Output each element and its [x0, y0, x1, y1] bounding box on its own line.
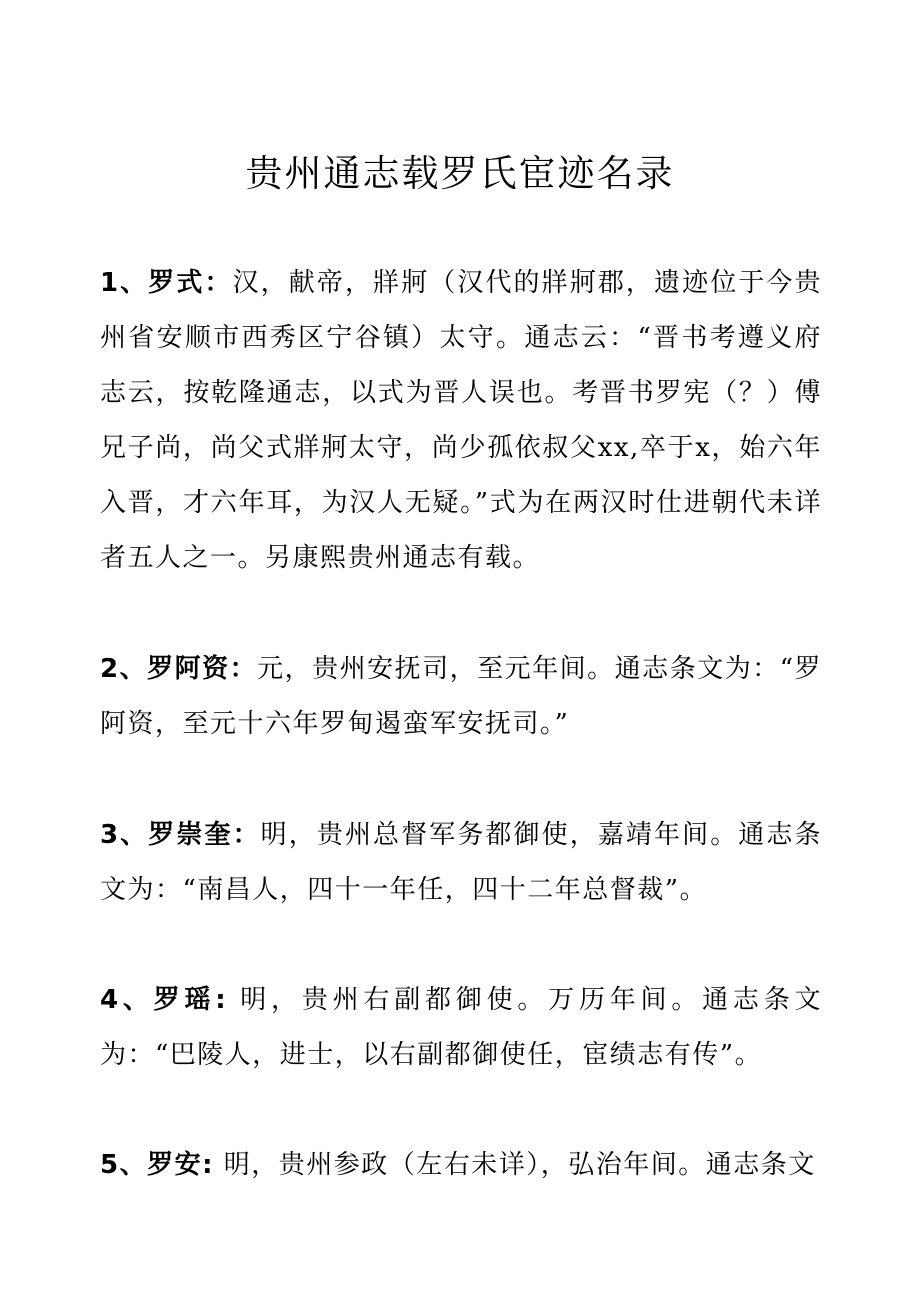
entry-1-text: 汉，献帝，牂牁（汉代的牂牁郡，遗迹位于今贵州省安顺市西秀区宁谷镇）太守。通志云：“晋书考遵义府志云，按乾隆通志，以式为晋人误也。考晋书罗宪（？）傅兄子尚，尚父式牂牁太守，尚少孤依叔父xx,卒于x，始六年入晋，才六年耳，为汉人无疑。”式为在两汉时仕进朝代未详者五人之一。另康熙贵州通志有载。	[100, 268, 822, 573]
entry-3-name: 3、罗崇奎：	[100, 820, 261, 850]
entry-2-text: 元，贵州安抚司，至元年间。通志条文为：“罗阿资，至元十六年罗甸遏蛮军安抚司。”	[100, 654, 823, 739]
entry-2-name: 2、罗阿资：	[100, 654, 258, 684]
entry-5-text: 明，贵州参政（左右未详），弘治年间。通志条文	[214, 1150, 816, 1180]
entry-5	[100, 1138, 822, 1193]
entry-4-text: 明，贵州右副都御使。万历年间。通志条文为：“巴陵人，进士，以右副都御使任，宦绩志有传”。	[100, 985, 823, 1070]
entry-2	[100, 642, 822, 752]
entry-3	[100, 808, 822, 918]
entry-5-name: 5、罗安:	[100, 1150, 214, 1180]
entry-4	[100, 973, 822, 1083]
entry-4-name: 4、罗瑶:	[100, 985, 228, 1015]
entry-1	[100, 256, 822, 586]
entry-1-name: 1、罗式：	[100, 268, 233, 298]
document-title: 贵州通志载罗氏宦迹名录	[245, 152, 675, 195]
entry-3-text: 明，贵州总督军务都御使，嘉靖年间。通志条文为：“南昌人，四十一年任，四十二年总督裁”。	[100, 820, 822, 905]
